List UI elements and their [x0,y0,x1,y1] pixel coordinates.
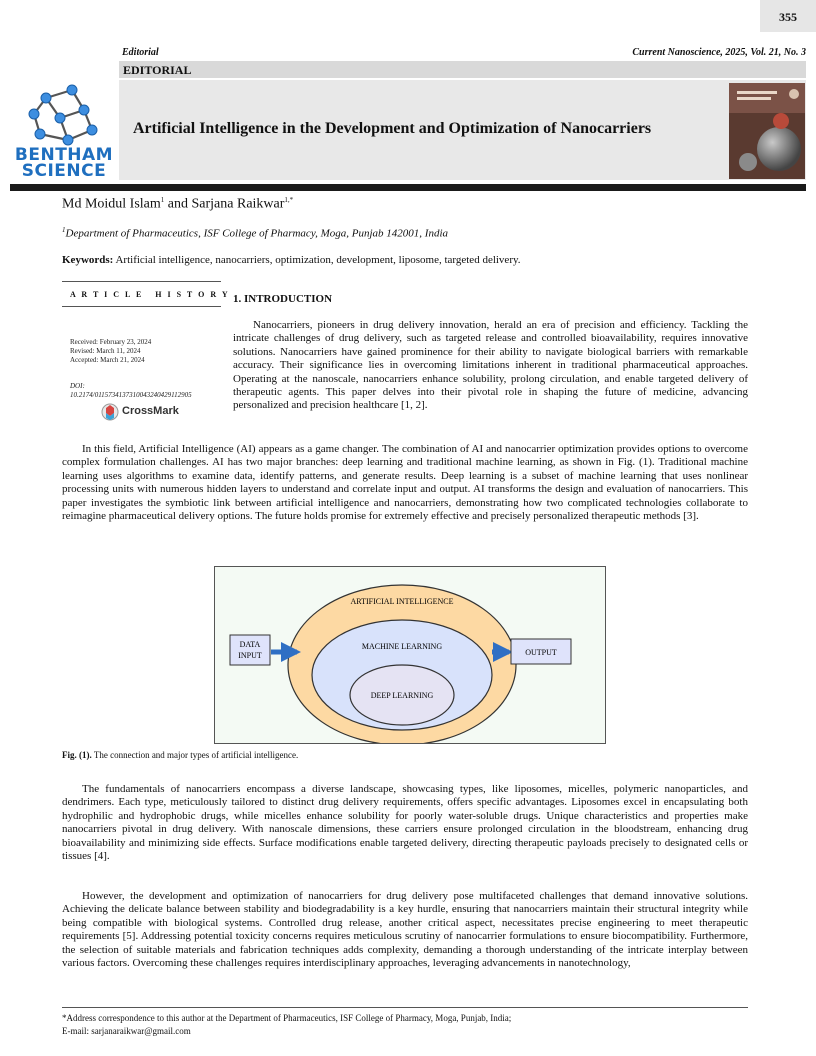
author-2: Sarjana Raikwar [191,196,285,212]
data-input-label-line2: INPUT [238,651,262,660]
data-input-label-line1: DATA [239,640,261,649]
ml-label: MACHINE LEARNING [361,642,443,651]
crossmark-label: CrossMark [122,405,179,417]
paragraph-text: The fundamentals of nanocarriers encompass a diverse landscape, showcasing types, like liposomes, micelles, polymeric nanoparticles, and dendrimers. Each type, meticulously tailored to distinct drug delivery requirements, offers specific advantages. Liposomes excel in encapsulating both hydrophilic and hydrophobic drugs, while micelles enhance solubility for poorly water-soluble drugs. Unique characteristics and properties make nanocarriers pivotal in drug delivery. With nanoscale dimensions, these carriers ensure prolonged circulation in the bloodstream, enhancing drug bioavailability and minimizing side effects. Surface modifications enable targeted delivery, directing therapeutic payloads precisely to designated cells or tissues [4]. [62,783,748,863]
journal-cover-thumbnail[interactable] [729,83,805,179]
paragraph-text: Nanocarriers, pioneers in drug delivery innovation, herald an era of precision and efficiency. Tackling the intricate challenges of drug delivery, such as targeted release and controlled bioavailability, requires innovative solutions. Nanocarriers have gained prominence for their ability to navigate biological barriers with remarkable accuracy. Their significance lies in overcoming limitations inherent in traditional pharmaceutical approaches. Operating at the nanoscale, nanocarriers enhance solubility, prolong circulation, and enable targeted delivery of therapeutic agents. This paper delves into their pivotal role in shaping the future of medicine, advancing personalized and precision healthcare [1, 2]. [233,319,748,412]
output-label: OUTPUT [525,648,557,657]
affiliation-marker: 1 [62,226,66,234]
date-accepted: Accepted: March 21, 2024 [70,356,145,364]
ai-diagram [215,567,605,743]
body-paragraph-4 [62,890,748,970]
affiliation-text: Department of Pharmaceutics, ISF College of Pharmacy, Moga, Punjab 142001, India [65,227,448,240]
footnote-address: *Address correspondence to this author at the Department of Pharmaceutics, ISF College of Pharmacy, Moga, Punjab, India; [62,1013,512,1023]
crossmark-icon [101,402,119,422]
correspondence-footnote [62,1012,511,1038]
intro-paragraph-2 [62,443,748,523]
doi-link[interactable]: 10.2174/0115734137310043240429112905 [70,391,192,399]
footnote-email[interactable]: E-mail: sarjanaraikwar@gmail.com [62,1026,191,1036]
author-and: and [164,196,192,212]
footnote-rule [62,1007,748,1008]
author-2-affiliation: 1,* [284,196,294,204]
dl-label: DEEP LEARNING [370,691,434,700]
figure-1 [214,566,606,744]
history-bottom-rule [62,306,221,307]
figure-caption-text: The connection and major types of artificial intelligence. [91,750,299,760]
keywords-label: Keywords: [62,254,114,266]
figure-1-caption [62,750,298,760]
journal-citation: Current Nanoscience, 2025, Vol. 21, No. 3 [632,47,806,58]
logo-line-2: SCIENCE [21,161,107,181]
figure-caption-label: Fig. (1). [62,750,92,760]
history-top-rule [62,281,221,282]
section-heading-introduction: 1. INTRODUCTION [233,293,333,305]
keywords [62,254,521,266]
header-divider [10,184,806,191]
article-history-heading: A R T I C L E H I S T O R Y [70,290,230,299]
doi-label: DOI: [70,382,85,390]
date-received: Received: February 23, 2024 [70,338,152,346]
publisher-logo-text [12,147,116,179]
date-revised: Revised: March 11, 2024 [70,347,141,355]
page-number: 355 [760,0,816,32]
author-1: Md Moidul Islam [62,196,161,212]
affiliation [62,226,448,240]
body-paragraph-3 [62,783,748,863]
logo-line-1: BENTHAM [14,145,114,165]
intro-paragraph-1 [233,319,748,413]
author-1-affiliation: 1 [160,196,165,204]
crossmark-badge[interactable] [101,401,211,423]
keywords-text: Artificial intelligence, nanocarriers, optimization, development, liposome, targeted delivery. [115,254,521,266]
paragraph-text: In this field, Artificial Intelligence (AI) appears as a game changer. The combination of AI and nanocarrier optimization provides options to overcome complex formulation challenges. AI has two major branches: deep learning and traditional machine learning, as shown in Fig. (1). Traditional machine learning uses algorithms to examine data, identify patterns, and generate results. Deep learning is a subset of machine learning that uses nonlinear processing units with numerous hidden layers to understand and correlate input and output. AI transforms the design and evaluation of nanocarriers. This paper investigates the symbiotic link between artificial intelligence and nanocarriers, demonstrating how two complicated technologies collaborate to reimagine pharmaceutical delivery options. The future holds promise for extremely effective and precisely personalized therapeutic methods [3]. [62,443,748,523]
ai-label: ARTIFICIAL INTELLIGENCE [350,597,454,606]
running-section: Editorial [122,47,159,58]
author-list [62,196,293,213]
paragraph-text: However, the development and optimization of nanocarriers for drug delivery pose multifaceted challenges that demand innovative solutions. Achieving the delicate balance between stability and biodegradability is a key hurdle, ensuring that nanocarriers maintain their structural integrity while being compatible with biological systems. Controlled drug release, another critical aspect, necessitates precise engineering to meet therapeutic requirements [5]. Addressing potential toxicity concerns requires meticulous scrutiny of nanocarrier formulations to ensure biocompatibility. Furthermore, the selection of suitable materials and fabrication techniques adds complexity, demanding a thorough understanding of the intricate interplay between various factors. Overcoming these challenges requires interdisciplinary approaches, leveraging advancements in nanotechnology, [62,890,748,970]
article-title: Artificial Intelligence in the Development and Optimization of Nanocarriers [133,120,652,137]
article-type-bar: EDITORIAL [119,61,806,78]
